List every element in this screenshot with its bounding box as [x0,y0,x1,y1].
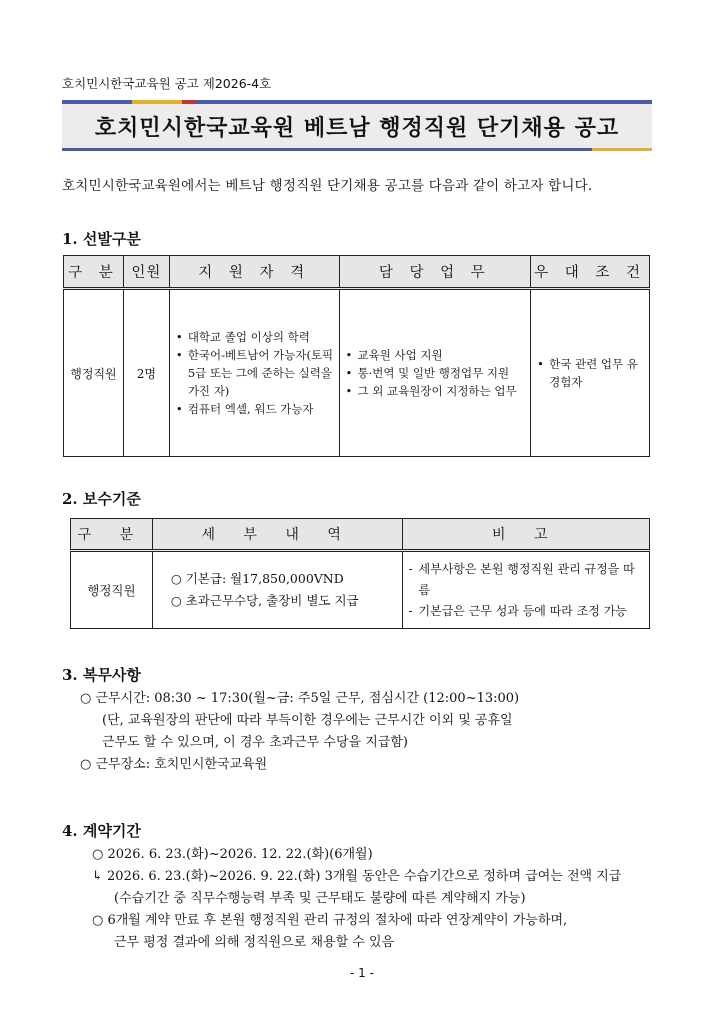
probation-line-1: ↳ 2026. 6. 23.(화)~2026. 9. 22.(화) 3개월 동안은 수습기간으로 정하며 급여는 전액 지급 [92,869,622,884]
table-header-row [71,519,650,551]
selection-table [63,255,650,457]
header-qualifications: 지 원 자 격 [169,256,339,289]
list-item: • 한국 관련 업무 유경험자 [537,357,638,389]
list-item: • 그 외 교육원장이 지정하는 업무 [345,384,517,398]
title-bottom-accent [592,148,652,151]
contract-period: ○ 2026. 6. 23.(화)~2026. 12. 22.(화)(6개월) [92,847,373,862]
list-item: - 세부사항은 본원 행정직원 관리 규정을 따름 [408,561,635,597]
page-number: - 1 - [350,966,374,980]
list-item: • 대학교 졸업 이상의 학력 [175,330,310,344]
list-item: ○ 기본급: 월17,850,000VND [170,571,344,586]
salary-table [70,518,650,629]
cell-preferences [531,289,650,457]
list-item: • 한국어-베트남어 가능자(토픽 5급 또는 그에 준하는 실력을 가진 자) [175,348,334,398]
section4-heading: 4. 계약기간 [62,822,141,840]
table-row [64,289,650,457]
renewal-line-1: ○ 6개월 계약 만료 후 본원 행정직원 관리 규정의 절차에 따라 연장계약이 가능하며, [92,913,568,928]
header-category: 구 분 [64,256,124,289]
header-category: 구 분 [71,519,153,551]
cell-count: 2명 [123,289,169,457]
cell-details [152,551,402,629]
title-bottom-line [62,148,652,151]
header-duties: 담 당 업 무 [339,256,531,289]
title-banner [62,100,652,152]
title-box [62,104,652,148]
list-item: • 컴퓨터 엑셀, 워드 가능자 [175,402,314,416]
work-hours-note-1: (단, 교육원장의 판단에 따라 부득이한 경우에는 근무시간 이외 및 공휴일 [102,713,513,728]
renewal-line-2: 근무 평정 결과에 의해 정직원으로 채용할 수 있음 [114,935,395,950]
list-item: • 교육원 사업 지원 [345,348,443,362]
list-item: ○ 초과근무수당, 출장비 별도 지급 [170,593,359,608]
contract-block [92,844,621,954]
header-details: 세 부 내 역 [152,519,402,551]
list-item: - 기본급은 근무 성과 등에 따라 조정 가능 [408,603,627,618]
page-title: 호치민시한국교육원 베트남 행정직원 단기채용 공고 [94,115,620,141]
work-hours-block [80,688,519,776]
notice-number: 호치민시한국교육원 공고 제2026-4호 [62,76,272,91]
work-place: ○ 근무장소: 호치민시한국교육원 [80,757,268,772]
intro-text: 호치민시한국교육원에서는 베트남 행정직원 단기채용 공고를 다음과 같이 하고자 합니다. [62,178,593,194]
cell-category: 행정직원 [64,289,124,457]
table-header-row [64,256,650,289]
work-hours: ○ 근무시간: 08:30 ~ 17:30(월~금: 주5일 근무, 점심시간 (12:00~13:00) [80,691,520,706]
list-item: • 통·번역 및 일반 행정업무 지원 [345,366,510,380]
section3-heading: 3. 복무사항 [62,666,141,684]
cell-duties [339,289,531,457]
section2-heading: 2. 보수기준 [62,490,141,508]
probation-line-2: (수습기간 중 직무수행능력 부족 및 근무태도 불량에 따른 계약해지 가능) [114,891,526,906]
header-remarks: 비 고 [402,519,649,551]
header-count: 인원 [123,256,169,289]
cell-category: 행정직원 [71,551,153,629]
cell-remarks [402,551,649,629]
cell-qualifications [169,289,339,457]
section1-heading: 1. 선발구분 [62,230,141,248]
work-hours-note-2: 근무도 할 수 있으며, 이 경우 초과근무 수당을 지급함) [102,735,408,750]
table-row [71,551,650,629]
header-preferences: 우 대 조 건 [531,256,650,289]
